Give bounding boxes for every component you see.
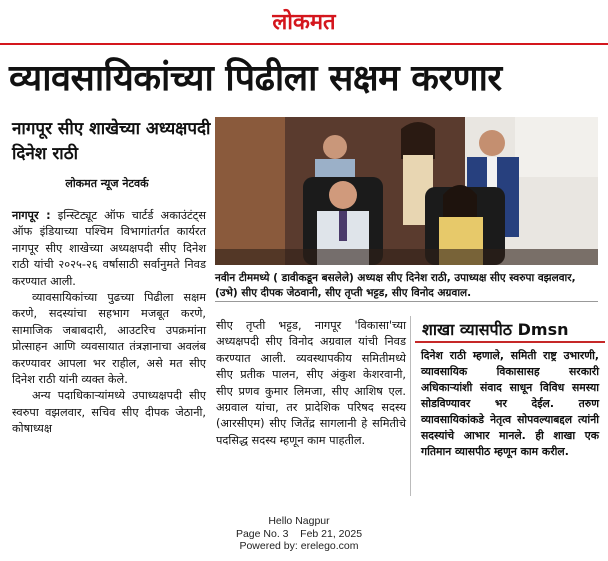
- sidebar-text: दिनेश राठी म्हणाले, समिती राष्ट्र उभारणी, व्यावसायिक विकासासह सरकारी अधिकाऱ्यांशी संवाद साधून विविध समस्या सोडविण्यावर भर देईल. तरुण व्यावसायिकांकडे नेतृत्व सोपवल्याबद्दल त्यांनी सदस्यांचे आभार मानले. ही शाखा एक गतिमान व्यासपीठ म्हणून काम करील.: [421, 349, 599, 458]
- sidebar-heading: शाखा व्यासपीठ Dmsn: [422, 320, 569, 339]
- team-photo: [215, 117, 598, 265]
- photo-caption: नवीन टीममध्ये ( डावीकडून बसलेले) अध्यक्ष सीए दिनेश राठी, उपाध्यक्ष सीए स्वरुपा वझलवार, (उभे) सीए दीपक जेठवानी, सीए तृप्ती भट्टड, सीए विनोद अग्रवाल.: [215, 272, 576, 299]
- footer-powered-by[interactable]: Powered by: erelego.com: [239, 540, 359, 552]
- article-column-1: [12, 208, 206, 438]
- team-photo-illustration: [215, 117, 598, 265]
- paragraph-intro: [12, 208, 206, 290]
- sidebar-rule: [415, 341, 605, 343]
- headline: व्यावसायिकांच्या पिढीला सक्षम करणार: [9, 58, 502, 99]
- lokmat-logo: लोकमत: [272, 10, 336, 35]
- dateline: नागपूर :: [12, 209, 51, 222]
- paragraph-quote: व्यावसायिकांच्या पुढच्या पिढीला सक्षम करणे, सदस्यांचा सहभाग मजबूत करणे, सामाजिक जबाबदारी, आउटरिच उपक्रमांना प्रोत्साहन आणि व्यवसायात तंत्रज्ञानाचा अवलंब करण्यावर आपला भर राहील, असे मत सीए दिनेश राठी यांनी व्यक्त केले.: [12, 291, 206, 387]
- paragraph-committee: सीए तृप्ती भट्टड, नागपूर 'विकासा'च्या अध्यक्षपदी सीए विनोद अग्रवाल यांची निवड करण्यात आली. व्यवस्थापकीय समितीमध्ये सीए प्रतीक पालन, सीए अंकुश केशरवानी, सीए प्रणव कुमार लिमजा, सीए आशिष एल. अग्रवाल यांचा, तर प्रादेशिक परिषद सदस्य (आरसीएम) सीए जितेंद्र सागलानी हे समितीचे पदसिद्ध सदस्य म्हणून काम पाहतील.: [216, 319, 406, 447]
- caption-divider: [215, 301, 598, 302]
- footer-page-date: Page No. 3 Feb 21, 2025: [235, 527, 363, 540]
- page-footer: [0, 515, 608, 553]
- column-divider: [410, 316, 411, 496]
- footer-edition: Hello Nagpur: [268, 515, 330, 527]
- intro-text: इन्स्टिट्यूट ऑफ चार्टर्ड अकाउंटंट्स ऑफ इंडियाच्या पश्चिम विभागांतर्गत कार्यरत नागपूर सीए शाखेच्या अध्यक्षपदी सीए दिनेश राठी यांची २०२५-२६ वर्षासाठी सर्वानुमते निवड करण्यात आली.: [12, 209, 207, 288]
- byline: लोकमत न्यूज नेटवर्क: [65, 177, 149, 190]
- article-column-2: [216, 318, 406, 449]
- subheadline: नागपूर सीए शाखेच्या अध्यक्षपदी दिनेश राठी: [12, 119, 211, 164]
- masthead-rule: [0, 43, 608, 45]
- masthead: [0, 0, 608, 44]
- paragraph-officers: अन्य पदाधिकाऱ्यांमध्ये उपाध्यक्षपदी सीए स्वरुपा वझलवार, सचिव सीए दीपक जेठानी, कोषाध्यक्ष: [12, 389, 206, 436]
